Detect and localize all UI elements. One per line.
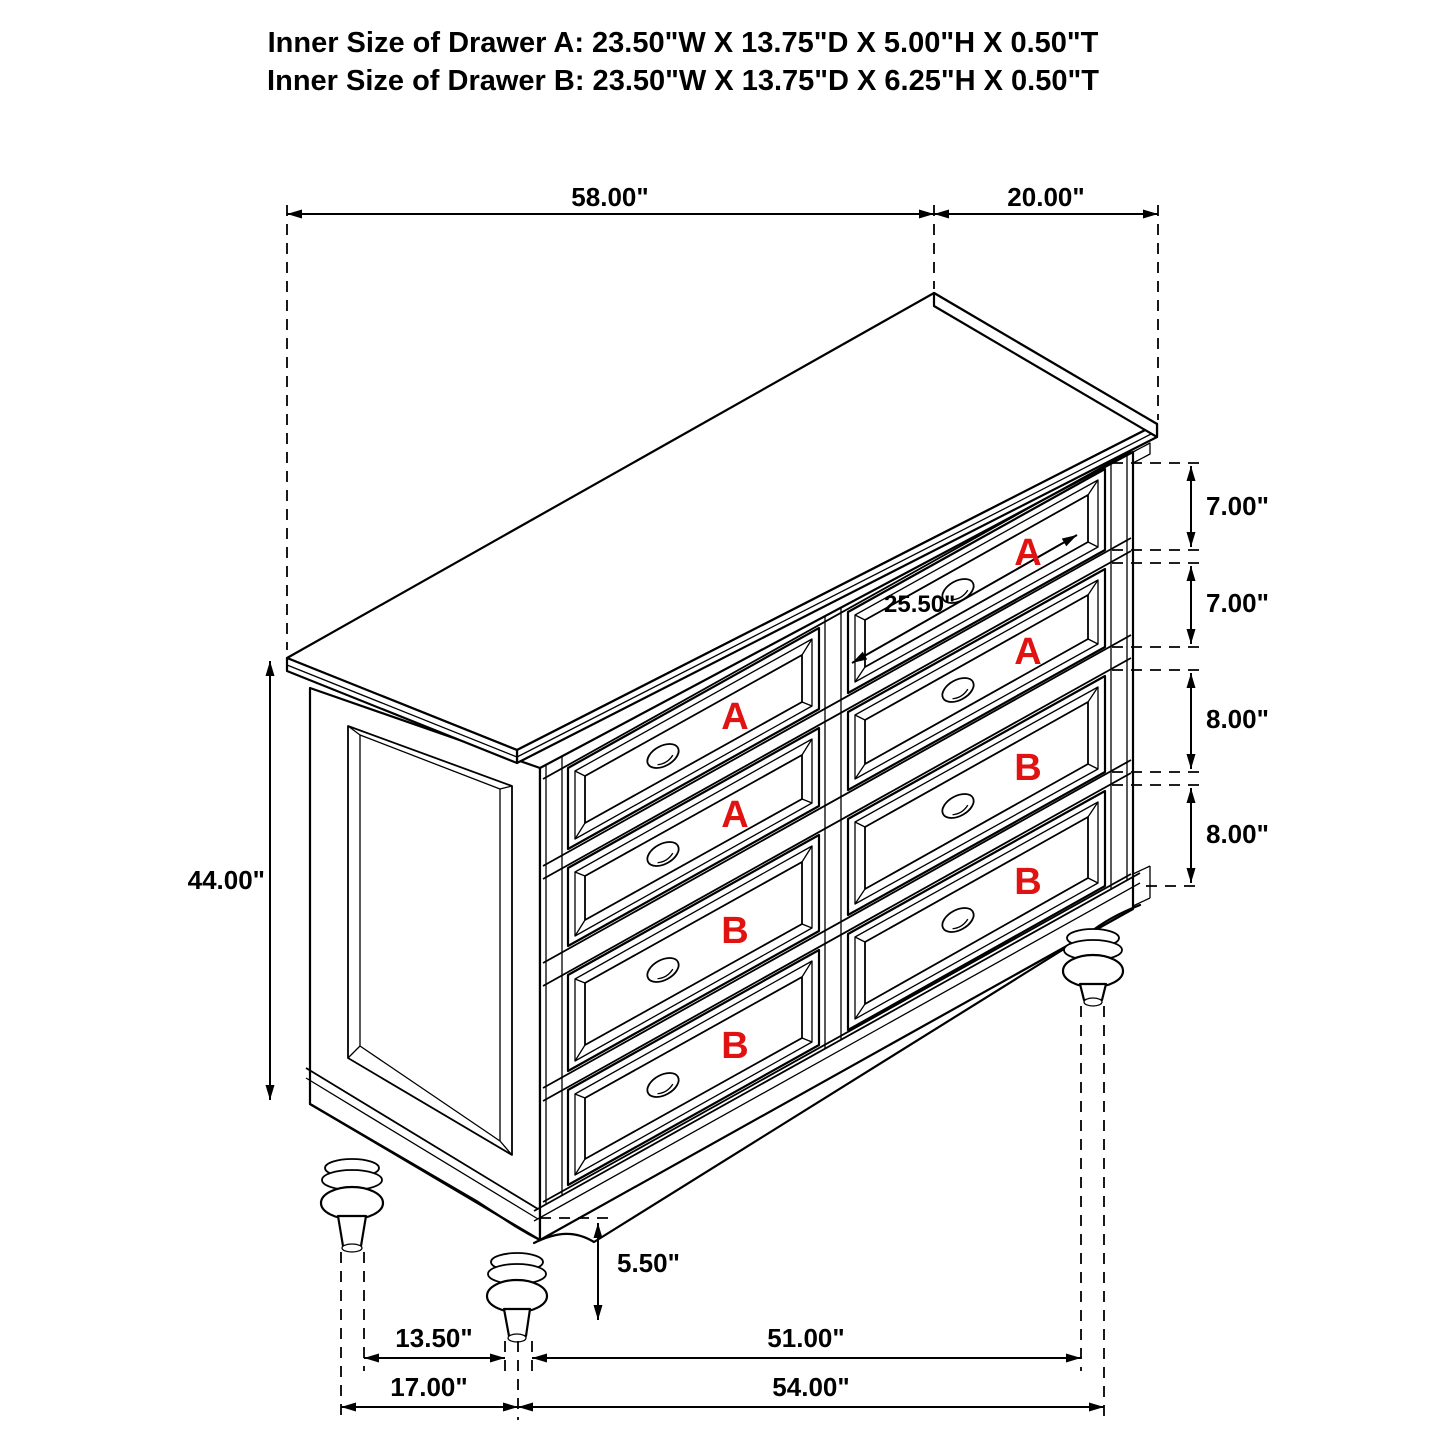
overall-depth-label: 17.00" xyxy=(390,1372,468,1402)
drawer-label: B xyxy=(721,910,749,952)
overall-height-label: 44.00" xyxy=(187,865,265,895)
dimension-top-depth xyxy=(934,182,1158,214)
foot-back-left xyxy=(321,1159,383,1252)
drawer-label: B xyxy=(1014,747,1042,789)
foot-front-center xyxy=(487,1253,547,1342)
title-line-2: Inner Size of Drawer B: 23.50"W X 13.75"D X 6.25"H X 0.50"T xyxy=(267,65,1099,97)
foot-front-right xyxy=(1063,929,1123,1006)
top-width-label: 58.00" xyxy=(571,182,649,212)
drawer-a2-height-label: 7.00" xyxy=(1206,588,1269,618)
leg-height-label: 5.50" xyxy=(617,1248,680,1278)
front-width-between-legs-label: 51.00" xyxy=(767,1323,845,1353)
drawer-label: A xyxy=(1014,532,1042,574)
leg-offset-depth-label: 13.50" xyxy=(395,1323,473,1353)
top-depth-label: 20.00" xyxy=(1007,182,1085,212)
drawer-b2-height-label: 8.00" xyxy=(1206,819,1269,849)
drawer-label: B xyxy=(721,1025,749,1067)
front-width-overall-label: 54.00" xyxy=(772,1372,850,1402)
title-block xyxy=(267,27,1099,97)
drawer-label: A xyxy=(721,696,749,738)
side-panel xyxy=(306,688,540,1240)
drawer-a1-height-label: 7.00" xyxy=(1206,491,1269,521)
title-line-1: Inner Size of Drawer A: 23.50"W X 13.75"D X 5.00"H X 0.50"T xyxy=(267,27,1099,59)
drawer-b1-height-label: 8.00" xyxy=(1206,704,1269,734)
dimension-overall-height xyxy=(188,661,270,1100)
drawer-opening-label: 25.50" xyxy=(884,591,956,618)
drawer-label: A xyxy=(721,794,749,836)
dimension-drawer-heights xyxy=(1112,463,1269,886)
drawer-label: A xyxy=(1014,631,1042,673)
drawer-label: B xyxy=(1014,861,1042,903)
